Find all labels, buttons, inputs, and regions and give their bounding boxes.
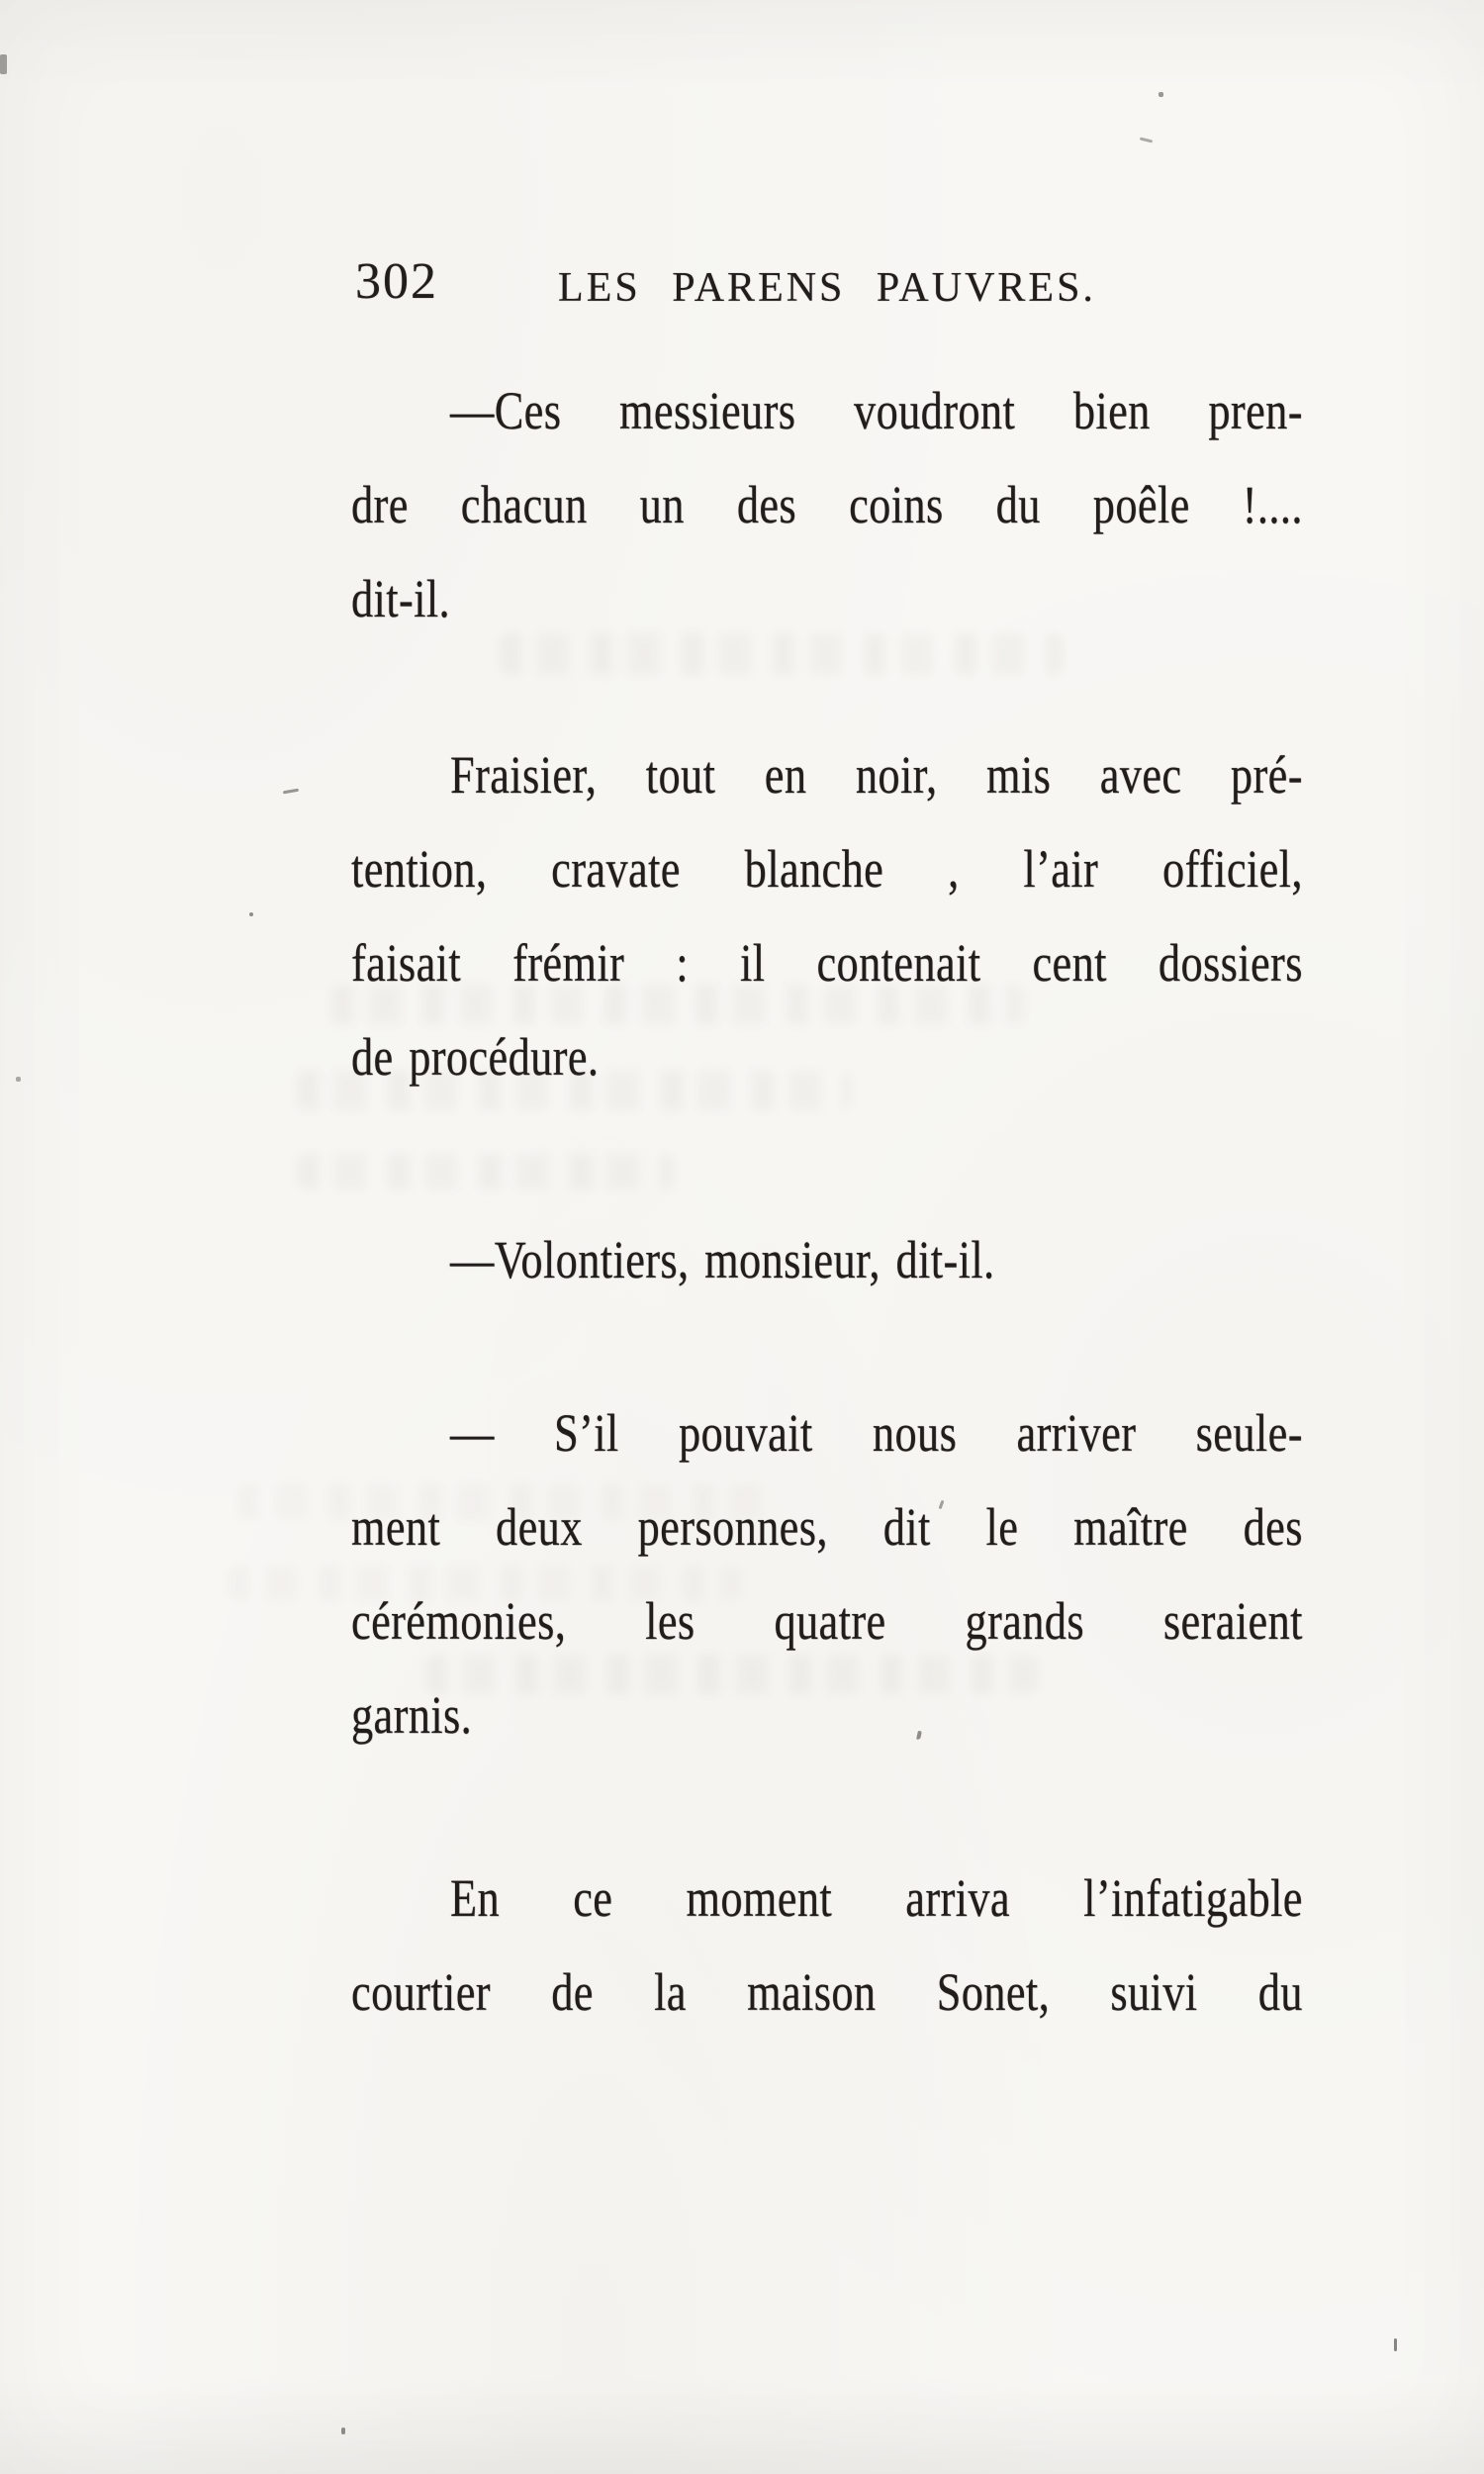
paragraph-5: [351, 1852, 1303, 2040]
page-number: 302: [355, 253, 438, 310]
text-line: dit-il.: [351, 569, 451, 628]
scan-speck: [1140, 137, 1153, 143]
scan-speck: [0, 54, 7, 74]
scan-speck: [341, 2427, 345, 2434]
text-line: — S’il pouvait nous arriver seule-: [450, 1403, 1303, 1463]
running-title: LES PARENS PAUVRES.: [558, 265, 1096, 311]
scan-speck: [249, 912, 253, 916]
text-line: courtier de la maison Sonet, suivi du: [351, 1962, 1303, 2022]
bleedthrough-ghost: [297, 1154, 673, 1189]
text-line: de procédure.: [351, 1027, 600, 1087]
paragraph-2: [351, 728, 1303, 1104]
text-line: faisait frémir : il contenait cent dossiers: [351, 933, 1303, 993]
running-head: [351, 253, 1303, 316]
scan-speck: [1159, 92, 1163, 97]
text-line: cérémonies, les quatre grands seraient: [351, 1591, 1303, 1651]
text-line: tention, cravate blanche , l’air officiel,: [351, 839, 1303, 899]
paragraph-1: [351, 364, 1303, 646]
scan-speck: [16, 1077, 21, 1082]
text-line: —Ces messieurs voudront bien pren-: [450, 381, 1303, 440]
text-line: garnis.: [351, 1685, 473, 1745]
text-line: ment deux personnes, dit le maître des: [351, 1497, 1303, 1557]
scan-speck: [283, 789, 299, 795]
text-line: —Volontiers, monsieur, dit-il.: [450, 1230, 995, 1289]
scan-speck: [1394, 2338, 1397, 2351]
paragraph-3: [351, 1213, 1303, 1307]
text-line: En ce moment arriva l’infatigable: [450, 1868, 1303, 1928]
paragraph-4: [351, 1386, 1303, 1762]
text-line: dre chacun un des coins du poêle !....: [351, 475, 1303, 534]
text-line: Fraisier, tout en noir, mis avec pré-: [450, 745, 1303, 805]
